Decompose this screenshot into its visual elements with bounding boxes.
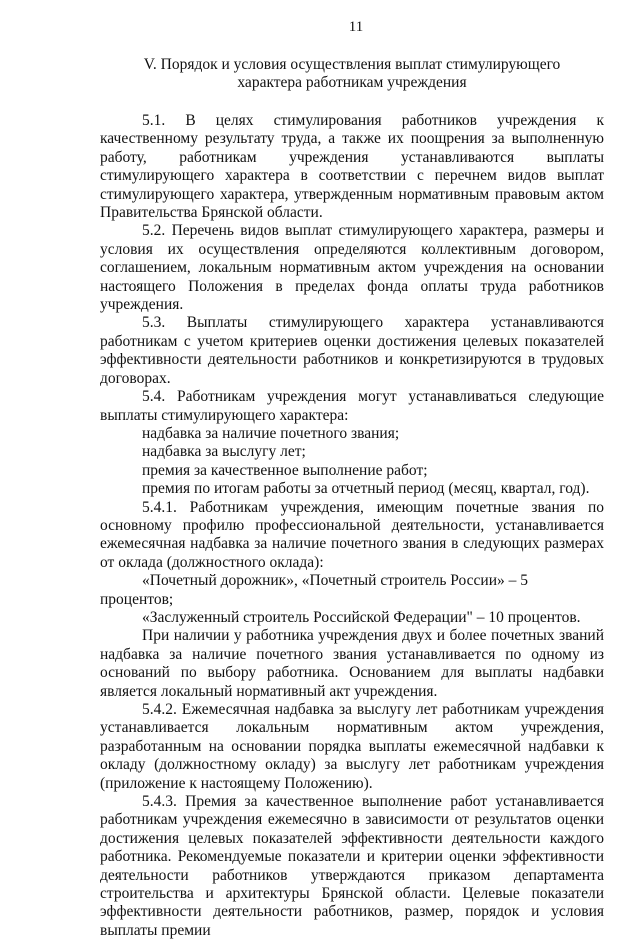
- list-item-honorary-road-worker: «Почетный дорожник», «Почетный строитель России» – 5 процентов;: [100, 572, 529, 608]
- list-item-period-results-award: премия по итогам работы за отчетный период (месяц, квартал, год).: [142, 480, 590, 498]
- paragraph-5-4-3: 5.4.3. Премия за качественное выполнение работ устанавливается работникам учреждения ежемесячно в зависимости от результатов оценки достижения целевых показателей эффективности деятельности каждого работника. Рекомендуемые показатели и критерии оценки эффективности деятельности работников утверждаются приказом департамента строительства и архитектуры Брянской области. Целевые показатели эффективности деятельности работников, размер, порядок и условия выплаты премии: [100, 793, 604, 939]
- paragraph-5-4-1: 5.4.1. Работникам учреждения, имеющим почетные звания по основному профилю профессиональной деятельности, устанавливается ежемесячная надбавка за наличие почетного звания в следующих размерах от оклада (должностного оклада):: [100, 498, 604, 571]
- paragraph-5-2: 5.2. Перечень видов выплат стимулирующего характера, размеры и условия их осуществления определяются коллективным договором, соглашением, локальным нормативным актом учреждения на основании настоящего Положения в пределах фонда оплаты труда работников учреждения.: [100, 222, 604, 314]
- paragraph-5-4: 5.4. Работникам учреждения могут устанавливаться следующие выплаты стимулирующего характера:: [100, 388, 604, 424]
- list-item-quality-work-award: премия за качественное выполнение работ;: [142, 461, 428, 479]
- paragraph-5-1: 5.1. В целях стимулирования работников учреждения к качественному результату труда, а также их поощрения за выполненную работу, работникам учреждения устанавливаются выплаты стимулирующего характера в соответствии с перечнем видов выплат стимулирующего характера, утвержденным нормативным правовым актом Правительства Брянской области.: [100, 112, 604, 222]
- section-title-line-1: V. Порядок и условия осуществления выплат стимулирующего: [143, 56, 561, 73]
- list-item-honorary-title-bonus: надбавка за наличие почетного звания;: [142, 424, 400, 442]
- body-text: [100, 112, 604, 940]
- section-title: [100, 56, 604, 92]
- list-item-seniority-bonus: надбавка за выслугу лет;: [142, 443, 306, 461]
- paragraph-multiple-titles: При наличии у работника учреждения двух и более почетных званий надбавка за наличие почетного звания устанавливается по одному из оснований по выбору работника. Основанием для выплаты надбавки является локальный нормативный акт учреждения.: [100, 627, 604, 700]
- paragraph-5-4-2: 5.4.2. Ежемесячная надбавка за выслугу лет работникам учреждения устанавливается локальным нормативным актом учреждения, разработанным на основании порядка выплаты ежемесячной надбавки к окладу (должностному окладу) за выслугу лет работникам учреждения (приложение к настоящему Положению).: [100, 701, 604, 792]
- paragraph-5-3: 5.3. Выплаты стимулирующего характера устанавливаются работникам с учетом критериев оценки достижения целевых показателей эффективности деятельности работников и конкретизируются в трудовых договорах.: [100, 314, 604, 387]
- page-number: 11: [348, 19, 364, 35]
- list-item-honored-builder: «Заслуженный строитель Российской Федерации" – 10 процентов.: [142, 608, 581, 626]
- section-title-line-2: характера работникам учреждения: [237, 74, 467, 91]
